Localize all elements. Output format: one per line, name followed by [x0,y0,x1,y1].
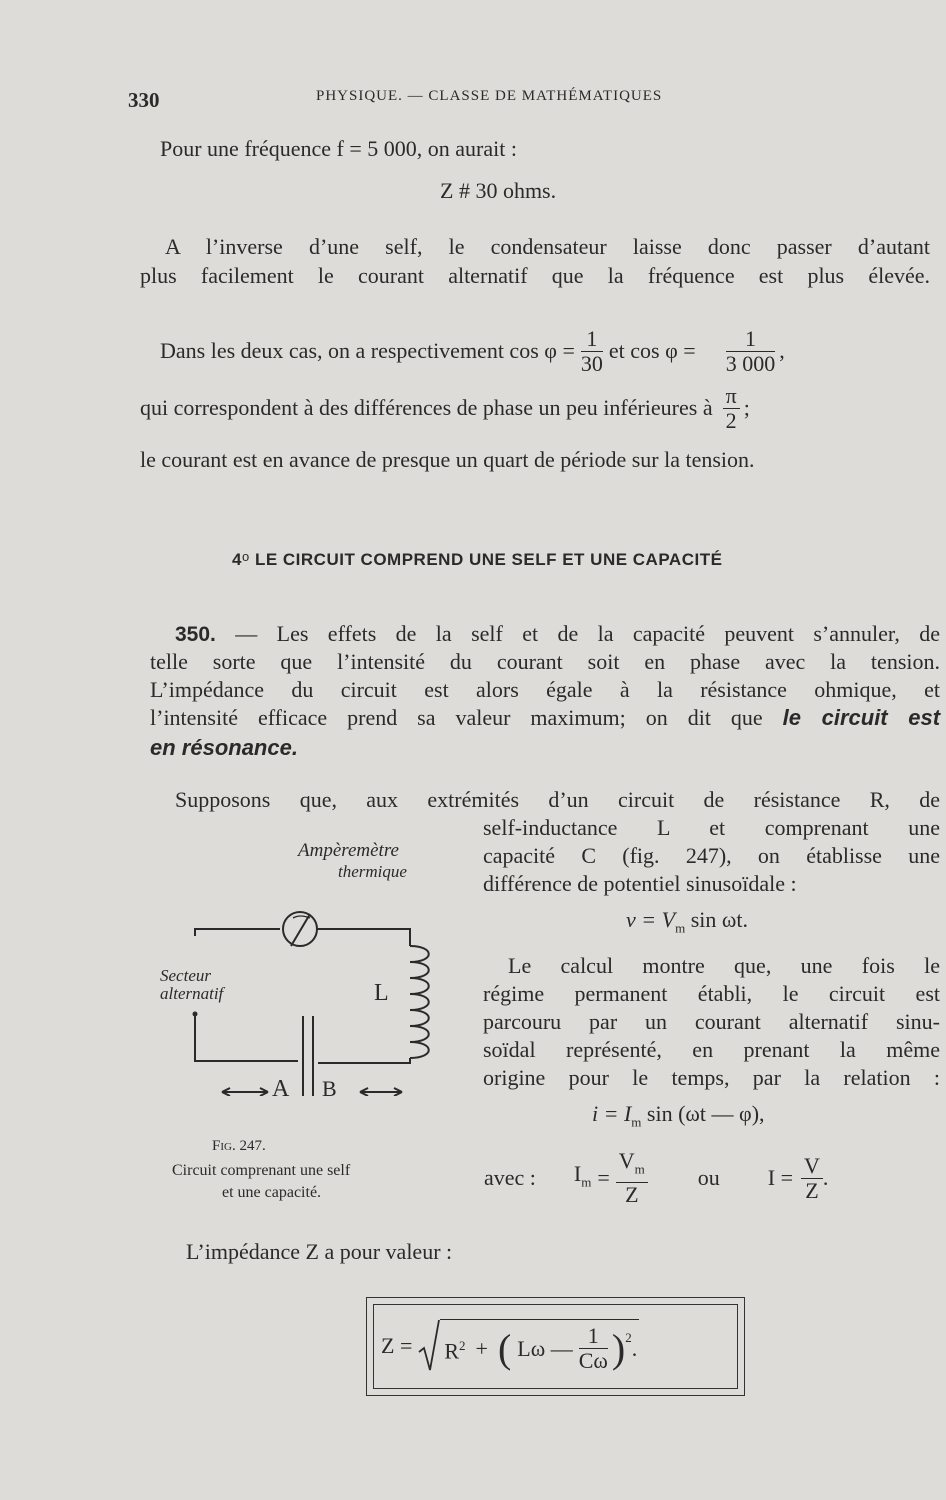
ammeter-scale [293,916,310,918]
figure-caption-line2: et une capacité. [222,1184,322,1201]
cos-phi-mid: et cos φ = [608,338,696,363]
paragraph-number-350: 350. [175,623,216,646]
vm-num [616,1149,648,1182]
para350-line3: L’impédance du circuit est alors égale à la résistance ohmique, et [150,677,940,702]
semicolon: ; [743,395,750,420]
terminal-dot [193,1012,198,1017]
square-exp: 2 [625,1330,632,1345]
inductor-coil [410,946,429,1058]
fraction-vm-z [616,1149,648,1206]
r-squared [444,1332,465,1365]
right-paren-icon: ) [611,1325,626,1371]
impedance-line: L’impédance Z a pour valeur : [186,1239,453,1264]
suppose-line4: différence de potentiel sinusoïdale : [483,871,797,896]
calc-line3: parcouru par un courant alternatif sinu- [483,1009,940,1034]
label-amperemetre: Ampèremètre [298,840,399,861]
heading-degree: o [241,549,250,564]
para3-line1 [160,322,785,380]
para350-line2: telle sorte que l’intensité du courant soit en phase avec la tension. [150,649,940,674]
plus-sign: + [475,1335,488,1361]
fraction-1-comega [579,1324,608,1373]
i-rest: sin (ωt — φ), [646,1101,765,1126]
v-sub: m [675,920,686,936]
im-lhs [574,1160,591,1196]
left-paren-icon: ( [497,1325,512,1371]
frac1-num: 1 [581,327,603,352]
wire-bottom-left [195,1014,298,1061]
para2-line2: plus facilement le courant alternatif que la fréquence est plus élevée. [140,263,930,288]
section-heading [232,549,722,570]
impedance-equation: Z # 30 ohms. [440,178,557,203]
ammeter-needle [291,914,310,946]
figure-caption-line1: Circuit comprenant une self [172,1162,351,1179]
wire-top-right [317,929,410,946]
resonance-emphasis-1: le circuit est [782,705,941,730]
im-symbol: I [573,1160,582,1186]
v-num: V [801,1154,823,1179]
im-sub: m [581,1174,592,1190]
fraction-v-z [801,1154,823,1203]
frac1-den: 30 [580,350,603,376]
i-lhs: i = I [592,1101,632,1126]
cos-phi-lead: Dans les deux cas, on a respectivement cos φ = [160,338,575,363]
para350-line4-lead: l’intensité efficace prend sa valeur maximum; on dit que [150,705,763,730]
vm-symbol: V [618,1148,635,1174]
page-number: 330 [128,88,160,112]
vm-sub: m [634,1161,645,1177]
formula-dot: . [631,1335,638,1361]
equation-v [626,906,748,942]
vm-den: Z [625,1181,639,1207]
para350-line1 [175,620,940,649]
calc-line4: soïdal représenté, en prenant la même [483,1037,940,1062]
comma: , [779,338,785,363]
wire-bottom-right [318,1058,410,1063]
para350-line1-text: — Les effets de la self et de la capacité peuvent s’annuler, de [235,621,941,646]
r-symbol: R [444,1338,460,1364]
wire-top-left [195,929,280,936]
ou-label: ou [697,1165,720,1190]
frac2-den: 3 000 [725,350,776,376]
v-rest: sin ωt. [690,907,748,932]
r-exp: 2 [459,1337,466,1353]
equation-i [592,1100,765,1136]
impedance-formula [381,1318,639,1374]
i-dot: . [822,1165,829,1190]
z-lhs: Z = [381,1333,413,1358]
label-secteur: Secteur [160,966,211,985]
fraction-1-30 [581,327,603,376]
suppose-line3: capacité C (fig. 247), on établisse une [483,843,940,868]
pi-num: π [723,384,740,409]
label-thermique: thermique [338,862,407,881]
label-inductance-L: L [374,980,389,1006]
l-omega: Lω — [517,1335,573,1361]
sqrt-sign-icon [418,1318,440,1374]
calc-line5: origine pour le temps, par la relation : [483,1065,940,1090]
para3-line3: le courant est en avance de presque un quart de période sur la tension. [140,447,755,472]
frequency-line: Pour une fréquence f = 5 000, on aurait : [160,136,517,161]
label-alternatif: alternatif [160,984,224,1003]
running-title: PHYSIQUE. — CLASSE DE MATHÉMATIQUES [316,88,663,104]
para2-line1: A l’inverse d’une self, le condensateur laisse donc passer d’autant [165,234,930,259]
i-eff-lhs: I = [767,1165,794,1190]
suppose-line1: Supposons que, aux extrémités d’un circuit de résistance R, de [175,787,940,812]
frac2-num: 1 [726,327,776,352]
avec-label: avec : [484,1165,536,1190]
heading-number: 4 [232,550,242,569]
comega-den: Cω [578,1348,608,1373]
fraction-pi-2 [723,384,740,433]
sqrt-radicand [440,1319,639,1373]
comega-num: 1 [579,1324,608,1349]
fraction-1-3000 [726,327,776,376]
figure-number: Fig. 247. [212,1138,266,1154]
label-A: A [272,1076,290,1102]
heading-title: LE CIRCUIT COMPREND UNE SELF ET UNE CAPACITÉ [254,550,723,569]
impedance-formula-box [366,1297,745,1396]
calc-line2: régime permanent établi, le circuit est [483,981,940,1006]
para350-line4 [150,704,940,732]
im-eq: = [597,1165,610,1190]
pi-den: 2 [725,407,737,433]
equation-im-row [484,1150,828,1206]
v-lhs: v = V [626,907,676,932]
calc-line1: Le calcul montre que, une fois le [508,953,940,978]
i-sub: m [631,1114,642,1130]
phase-lead: qui correspondent à des différences de phase un peu inférieures à [140,395,713,420]
para3-line2 [140,380,750,436]
suppose-line2: self-inductance L et comprenant une [483,815,940,840]
label-B: B [322,1076,337,1101]
v-den: Z [805,1177,819,1203]
resonance-emphasis-2: en résonance. [150,735,298,760]
